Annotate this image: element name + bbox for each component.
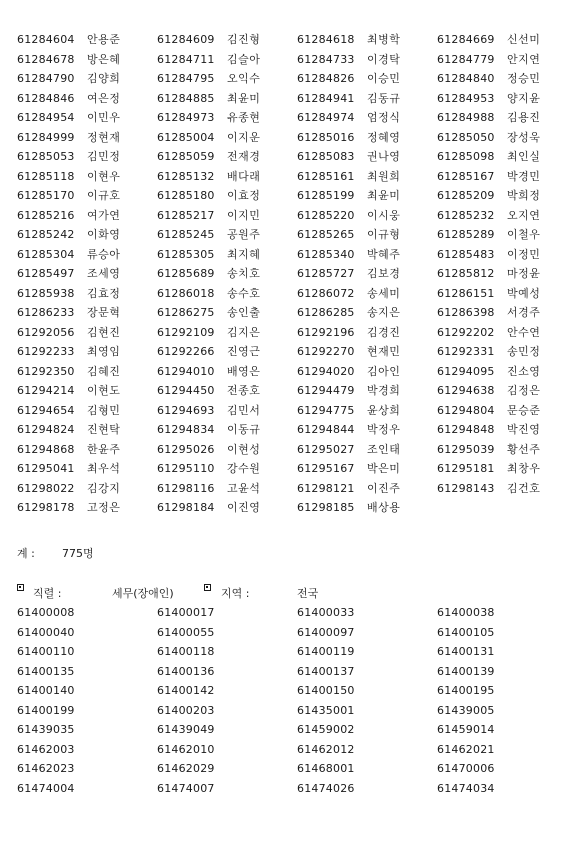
exam-number: 61286018 bbox=[157, 286, 215, 300]
exam-number: 61298178 bbox=[17, 501, 75, 514]
candidate-name: 이규호 bbox=[87, 189, 121, 202]
exam-number: 61284999 bbox=[17, 130, 75, 144]
table-row bbox=[17, 759, 577, 779]
exam-number: 61284609 bbox=[157, 33, 215, 46]
candidate-name: 조인태 bbox=[367, 442, 401, 456]
candidate-name: 박예성 bbox=[507, 286, 541, 300]
exam-number: 61284733 bbox=[297, 52, 355, 66]
exam-number: 61285938 bbox=[17, 286, 75, 300]
candidate-name: 김건호 bbox=[507, 481, 541, 495]
exam-number: 61284885 bbox=[157, 91, 215, 105]
exam-number: 61285232 bbox=[437, 208, 495, 222]
candidate-name: 김지은 bbox=[227, 325, 261, 339]
exam-number: 61292233 bbox=[17, 345, 75, 358]
candidate-name: 최병학 bbox=[367, 33, 401, 46]
exam-number: 61285245 bbox=[157, 228, 215, 241]
table-row bbox=[17, 603, 577, 623]
exam-number: 61286285 bbox=[297, 306, 355, 319]
candidate-name: 이시웅 bbox=[367, 208, 401, 222]
exam-number: 61295026 bbox=[157, 442, 215, 456]
table-row bbox=[17, 779, 577, 799]
exam-number: 61284840 bbox=[437, 72, 495, 85]
exam-number: 61468001 bbox=[297, 762, 355, 775]
candidate-name: 김경진 bbox=[367, 325, 401, 339]
exam-number: 61285170 bbox=[17, 189, 75, 202]
exam-number: 61285209 bbox=[437, 189, 495, 202]
exam-number: 61285118 bbox=[17, 169, 75, 183]
exam-number: 61286151 bbox=[437, 286, 495, 300]
exam-number: 61292350 bbox=[17, 364, 75, 378]
candidate-name: 박희정 bbox=[507, 189, 541, 202]
candidate-name: 송세미 bbox=[367, 286, 401, 300]
exam-number: 61286233 bbox=[17, 306, 75, 319]
exam-number: 61284604 bbox=[17, 33, 75, 46]
table-row bbox=[17, 30, 577, 50]
exam-number: 61285016 bbox=[297, 130, 355, 144]
candidate-name: 최윤미 bbox=[367, 189, 401, 202]
candidate-name: 현재민 bbox=[367, 345, 401, 358]
candidate-name: 전재경 bbox=[227, 150, 261, 163]
exam-number: 61294775 bbox=[297, 403, 355, 417]
exam-number: 61294638 bbox=[437, 384, 495, 397]
table-row bbox=[17, 381, 577, 401]
exam-number: 61298116 bbox=[157, 481, 215, 495]
exam-number: 61439049 bbox=[157, 723, 215, 736]
candidate-name: 김아인 bbox=[367, 364, 401, 378]
table-row bbox=[17, 284, 577, 304]
exam-number: 61285161 bbox=[297, 169, 355, 183]
exam-number: 61474034 bbox=[437, 781, 495, 795]
exam-number: 61284941 bbox=[297, 91, 355, 105]
exam-number: 61284779 bbox=[437, 52, 495, 66]
candidate-name: 이승민 bbox=[367, 72, 401, 85]
exam-number: 61292109 bbox=[157, 325, 215, 339]
exam-number: 61284988 bbox=[437, 111, 495, 124]
exam-number: 61285727 bbox=[297, 267, 355, 280]
candidate-name: 황선주 bbox=[507, 442, 541, 456]
table-row bbox=[17, 89, 577, 109]
exam-number: 61298022 bbox=[17, 481, 75, 495]
candidate-name: 김민서 bbox=[227, 403, 261, 417]
exam-number: 61285220 bbox=[297, 208, 355, 222]
candidate-name: 박정우 bbox=[367, 423, 401, 436]
region-label: 지역 : bbox=[221, 587, 250, 600]
candidate-name: 김진형 bbox=[227, 33, 261, 46]
exam-number: 61294095 bbox=[437, 364, 495, 378]
table-row bbox=[17, 362, 577, 382]
candidate-name: 최지혜 bbox=[227, 247, 261, 261]
candidate-name: 김보경 bbox=[367, 267, 401, 280]
exam-number: 61285483 bbox=[437, 247, 495, 261]
table-row bbox=[17, 69, 577, 89]
exam-number: 61294834 bbox=[157, 423, 215, 436]
exam-number: 61295110 bbox=[157, 462, 215, 475]
candidate-name: 김민정 bbox=[87, 150, 121, 163]
exam-number: 61285050 bbox=[437, 130, 495, 144]
exam-number: 61284954 bbox=[17, 111, 75, 124]
exam-number: 61462010 bbox=[157, 742, 215, 756]
candidate-name: 이효정 bbox=[227, 189, 261, 202]
exam-number: 61292196 bbox=[297, 325, 355, 339]
exam-number: 61285304 bbox=[17, 247, 75, 261]
candidate-name: 고정은 bbox=[87, 501, 121, 514]
table-row bbox=[17, 264, 577, 284]
candidate-name: 송수호 bbox=[227, 286, 261, 300]
candidate-name: 진영근 bbox=[227, 345, 261, 358]
candidate-name: 송지은 bbox=[367, 306, 401, 319]
candidate-name: 이현도 bbox=[87, 384, 121, 397]
candidate-name: 최우석 bbox=[87, 462, 121, 475]
exam-number: 61285059 bbox=[157, 150, 215, 163]
candidate-name: 문승준 bbox=[507, 403, 541, 417]
candidate-name: 배상용 bbox=[367, 501, 401, 514]
candidate-name: 이지운 bbox=[227, 130, 261, 144]
exam-number: 61285167 bbox=[437, 169, 495, 183]
exam-number: 61292056 bbox=[17, 325, 75, 339]
table-row bbox=[17, 147, 577, 167]
exam-number: 61298185 bbox=[297, 501, 355, 514]
exam-number: 61295039 bbox=[437, 442, 495, 456]
exam-number: 61286275 bbox=[157, 306, 215, 319]
candidate-name: 박경희 bbox=[367, 384, 401, 397]
exam-number: 61400135 bbox=[17, 664, 75, 678]
exam-number: 61400137 bbox=[297, 664, 355, 678]
candidate-name: 최영임 bbox=[87, 345, 121, 358]
candidate-name: 김슬아 bbox=[227, 52, 261, 66]
exam-number: 61298121 bbox=[297, 481, 355, 495]
exam-number: 61400017 bbox=[157, 606, 215, 619]
exam-number: 61286398 bbox=[437, 306, 495, 319]
candidate-name: 박은미 bbox=[367, 462, 401, 475]
exam-number: 61294824 bbox=[17, 423, 75, 436]
candidate-name: 이진영 bbox=[227, 501, 261, 514]
exam-number: 61462023 bbox=[17, 762, 75, 775]
table-row bbox=[17, 440, 577, 460]
candidate-name: 장성욱 bbox=[507, 130, 541, 144]
table-row bbox=[17, 701, 577, 721]
candidate-name: 박경민 bbox=[507, 169, 541, 183]
exam-number: 61400033 bbox=[297, 606, 355, 619]
table-row bbox=[17, 401, 577, 421]
table-row bbox=[17, 108, 577, 128]
exam-number: 61284795 bbox=[157, 72, 215, 85]
exam-number: 61459014 bbox=[437, 723, 495, 736]
candidate-name: 전종호 bbox=[227, 384, 261, 397]
exam-number: 61284953 bbox=[437, 91, 495, 105]
exam-number: 61284711 bbox=[157, 52, 215, 66]
exam-number: 61294804 bbox=[437, 403, 495, 417]
exam-number: 61285199 bbox=[297, 189, 355, 202]
candidate-name: 이화영 bbox=[87, 228, 121, 241]
exam-number: 61292270 bbox=[297, 345, 355, 358]
candidate-name: 이진주 bbox=[367, 481, 401, 495]
candidate-name: 권나영 bbox=[367, 150, 401, 163]
candidate-name: 김혜진 bbox=[87, 364, 121, 378]
exam-number: 61400008 bbox=[17, 606, 75, 619]
candidate-name: 이정민 bbox=[507, 247, 541, 261]
exam-number: 61285004 bbox=[157, 130, 215, 144]
candidate-name: 김동규 bbox=[367, 91, 401, 105]
candidate-name: 송민정 bbox=[507, 345, 541, 358]
candidate-name: 최원희 bbox=[367, 169, 401, 183]
exam-number: 61295181 bbox=[437, 462, 495, 475]
exam-number: 61400195 bbox=[437, 684, 495, 697]
candidate-name: 이철우 bbox=[507, 228, 541, 241]
category-label: 직렬 : bbox=[33, 587, 62, 600]
candidate-name: 한윤주 bbox=[87, 442, 121, 456]
candidate-list-section-2 bbox=[17, 603, 577, 798]
candidate-name: 이규형 bbox=[367, 228, 401, 241]
table-row bbox=[17, 245, 577, 265]
table-row bbox=[17, 167, 577, 187]
exam-number: 61294868 bbox=[17, 442, 75, 456]
exam-number: 61285216 bbox=[17, 208, 75, 222]
exam-number: 61294848 bbox=[437, 423, 495, 436]
exam-number: 61284826 bbox=[297, 72, 355, 85]
candidate-name: 여가연 bbox=[87, 208, 121, 222]
candidate-name: 박진영 bbox=[507, 423, 541, 436]
exam-number: 61462003 bbox=[17, 742, 75, 756]
candidate-name: 안수연 bbox=[507, 325, 541, 339]
candidate-name: 진현탁 bbox=[87, 423, 121, 436]
candidate-name: 김용진 bbox=[507, 111, 541, 124]
candidate-name: 양지윤 bbox=[507, 91, 541, 105]
exam-number: 61284973 bbox=[157, 111, 215, 124]
exam-number: 61294844 bbox=[297, 423, 355, 436]
table-row bbox=[17, 498, 577, 518]
table-row bbox=[17, 740, 577, 760]
exam-number: 61474004 bbox=[17, 781, 75, 795]
exam-number: 61400150 bbox=[297, 684, 355, 697]
exam-number: 61285083 bbox=[297, 150, 355, 163]
exam-number: 61470006 bbox=[437, 762, 495, 775]
candidate-name: 정승민 bbox=[507, 72, 541, 85]
table-row bbox=[17, 642, 577, 662]
region-value: 전국 bbox=[297, 587, 319, 600]
exam-number: 61284618 bbox=[297, 33, 355, 46]
exam-number: 61285340 bbox=[297, 247, 355, 261]
table-row bbox=[17, 420, 577, 440]
candidate-name: 공원주 bbox=[227, 228, 261, 241]
table-row bbox=[17, 128, 577, 148]
table-row bbox=[17, 50, 577, 70]
candidate-name: 윤상희 bbox=[367, 403, 401, 417]
table-row bbox=[17, 206, 577, 226]
candidate-name: 이경탁 bbox=[367, 52, 401, 66]
table-row bbox=[17, 342, 577, 362]
exam-number: 61285098 bbox=[437, 150, 495, 163]
exam-number: 61284974 bbox=[297, 111, 355, 124]
exam-number: 61285132 bbox=[157, 169, 215, 183]
exam-number: 61285053 bbox=[17, 150, 75, 163]
table-row bbox=[17, 225, 577, 245]
exam-number: 61294693 bbox=[157, 403, 215, 417]
exam-number: 61400110 bbox=[17, 645, 75, 658]
exam-number: 61400118 bbox=[157, 645, 215, 658]
exam-number: 61292331 bbox=[437, 345, 495, 358]
candidate-name: 안용준 bbox=[87, 33, 121, 46]
total-label: 계 : bbox=[17, 547, 35, 560]
exam-number: 61400097 bbox=[297, 625, 355, 639]
candidate-name: 최인실 bbox=[507, 150, 541, 163]
exam-number: 61295041 bbox=[17, 462, 75, 475]
exam-number: 61284790 bbox=[17, 72, 75, 85]
candidate-name: 정혜영 bbox=[367, 130, 401, 144]
table-row bbox=[17, 623, 577, 643]
candidate-name: 고윤석 bbox=[227, 481, 261, 495]
exam-number: 61286072 bbox=[297, 286, 355, 300]
exam-number: 61400038 bbox=[437, 606, 495, 619]
exam-number: 61400203 bbox=[157, 703, 215, 717]
candidate-name: 조세영 bbox=[87, 267, 121, 280]
total-count: 775명 bbox=[62, 547, 94, 560]
exam-number: 61284846 bbox=[17, 91, 75, 105]
exam-number: 61294479 bbox=[297, 384, 355, 397]
candidate-name: 오익수 bbox=[227, 72, 261, 85]
exam-number: 61439005 bbox=[437, 703, 495, 717]
candidate-name: 김양희 bbox=[87, 72, 121, 85]
candidate-name: 류승아 bbox=[87, 247, 121, 261]
exam-number: 61285180 bbox=[157, 189, 215, 202]
exam-number: 61400136 bbox=[157, 664, 215, 678]
table-row bbox=[17, 662, 577, 682]
exam-number: 61400142 bbox=[157, 684, 215, 697]
candidate-name: 정현재 bbox=[87, 130, 121, 144]
candidate-name: 최윤미 bbox=[227, 91, 261, 105]
exam-number: 61435001 bbox=[297, 703, 355, 717]
exam-number: 61474026 bbox=[297, 781, 355, 795]
candidate-name: 송치호 bbox=[227, 267, 261, 280]
candidate-name: 안지연 bbox=[507, 52, 541, 66]
candidate-name: 방은혜 bbox=[87, 52, 121, 66]
exam-number: 61295167 bbox=[297, 462, 355, 475]
table-row bbox=[17, 303, 577, 323]
exam-number: 61294010 bbox=[157, 364, 215, 378]
candidate-name: 박혜주 bbox=[367, 247, 401, 261]
exam-number: 61285812 bbox=[437, 267, 495, 280]
candidate-name: 이현성 bbox=[227, 442, 261, 456]
exam-number: 61285242 bbox=[17, 228, 75, 241]
table-row bbox=[17, 459, 577, 479]
exam-number: 61285689 bbox=[157, 267, 215, 280]
candidate-name: 진소영 bbox=[507, 364, 541, 378]
exam-number: 61400040 bbox=[17, 625, 75, 639]
candidate-name: 신선미 bbox=[507, 33, 541, 46]
candidate-name: 이동규 bbox=[227, 423, 261, 436]
candidate-name: 김형민 bbox=[87, 403, 121, 417]
section-2-header bbox=[17, 584, 577, 603]
exam-number: 61298184 bbox=[157, 501, 215, 514]
exam-number: 61400119 bbox=[297, 645, 355, 658]
candidate-name: 김효정 bbox=[87, 286, 121, 300]
exam-number: 61285289 bbox=[437, 228, 495, 241]
table-row bbox=[17, 479, 577, 499]
candidate-name: 김정은 bbox=[507, 384, 541, 397]
candidate-name: 이현우 bbox=[87, 169, 121, 183]
candidate-name: 김현진 bbox=[87, 325, 121, 339]
exam-number: 61294450 bbox=[157, 384, 215, 397]
exam-number: 61294654 bbox=[17, 403, 75, 417]
exam-number: 61400131 bbox=[437, 645, 495, 658]
candidate-name: 배영은 bbox=[227, 364, 261, 378]
candidate-list-section-1 bbox=[17, 30, 577, 518]
exam-number: 61462012 bbox=[297, 742, 355, 756]
exam-number: 61285265 bbox=[297, 228, 355, 241]
exam-number: 61474007 bbox=[157, 781, 215, 795]
exam-number: 61285217 bbox=[157, 208, 215, 222]
exam-number: 61284678 bbox=[17, 52, 75, 66]
exam-number: 61285497 bbox=[17, 267, 75, 280]
candidate-name: 이민우 bbox=[87, 111, 121, 124]
exam-number: 61400140 bbox=[17, 684, 75, 697]
table-row bbox=[17, 323, 577, 343]
table-row bbox=[17, 186, 577, 206]
candidate-name: 강수원 bbox=[227, 462, 261, 475]
exam-number: 61292202 bbox=[437, 325, 495, 339]
candidate-name: 배다래 bbox=[227, 169, 261, 183]
exam-number: 61400199 bbox=[17, 703, 75, 717]
exam-number: 61400105 bbox=[437, 625, 495, 639]
exam-number: 61295027 bbox=[297, 442, 355, 456]
exam-number: 61400139 bbox=[437, 664, 495, 678]
exam-number: 61284669 bbox=[437, 33, 495, 46]
exam-number: 61462029 bbox=[157, 762, 215, 775]
exam-number: 61294214 bbox=[17, 384, 75, 397]
exam-number: 61294020 bbox=[297, 364, 355, 378]
candidate-name: 장문혁 bbox=[87, 306, 121, 319]
candidate-name: 유종현 bbox=[227, 111, 261, 124]
table-row bbox=[17, 681, 577, 701]
exam-number: 61292266 bbox=[157, 345, 215, 358]
candidate-name: 마정윤 bbox=[507, 267, 541, 280]
candidate-name: 김강지 bbox=[87, 481, 121, 495]
category-value: 세무(장애인) bbox=[112, 587, 174, 600]
candidate-name: 송인출 bbox=[227, 306, 261, 319]
candidate-name: 서경주 bbox=[507, 306, 541, 319]
table-row bbox=[17, 720, 577, 740]
exam-number: 61439035 bbox=[17, 723, 75, 736]
exam-number: 61285305 bbox=[157, 247, 215, 261]
candidate-name: 엄정식 bbox=[367, 111, 401, 124]
exam-number: 61298143 bbox=[437, 481, 495, 495]
candidate-name: 오지연 bbox=[507, 208, 541, 222]
candidate-name: 이지민 bbox=[227, 208, 261, 222]
exam-number: 61459002 bbox=[297, 723, 355, 736]
exam-number: 61400055 bbox=[157, 625, 215, 639]
candidate-name: 최창우 bbox=[507, 462, 541, 475]
candidate-name: 여은정 bbox=[87, 91, 121, 105]
exam-number: 61462021 bbox=[437, 742, 495, 756]
